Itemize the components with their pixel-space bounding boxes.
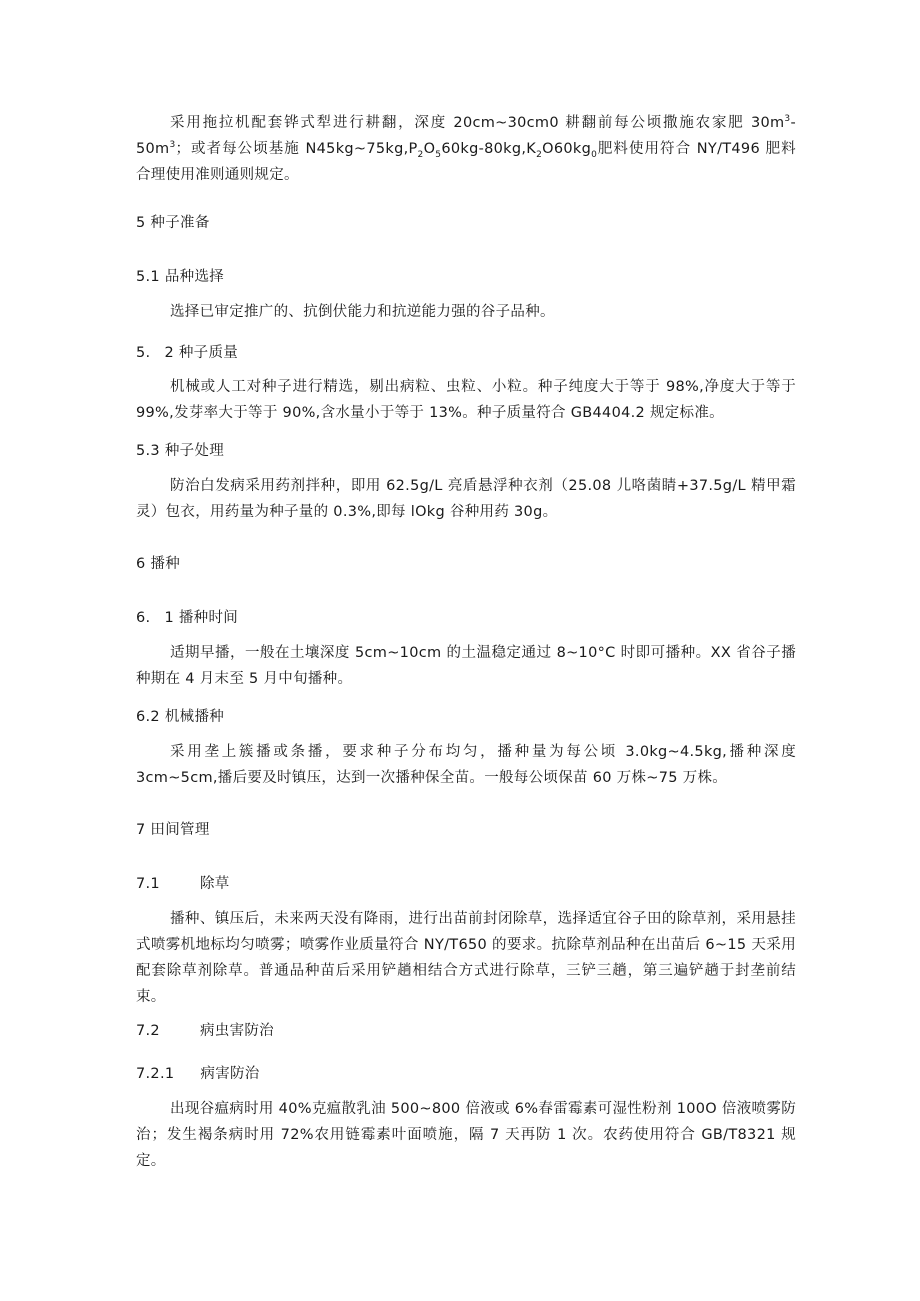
paragraph-5-2: 机械或人工对种子进行精选，剔出病粒、虫粒、小粒。种子纯度大于等于 98%,净度大于等于 99%,发芽率大于等于 90%,含水量小于等于 13%。种子质量符合 GB4404.2 规定标准。	[136, 379, 796, 421]
section-heading-6-2: 6.2 机械播种	[136, 709, 225, 725]
section-heading-7-2: 7.2 病虫害防治	[136, 1023, 274, 1039]
paragraph-5-3: 防治白发病采用药剂拌种，即用 62.5g/L 亮盾悬浮种衣剂（25.08 儿咯菌睛+37.5g/L 精甲霜灵）包衣，用药量为种子量的 0.3%,即每 lOkg 谷种用药 30g。	[136, 478, 796, 520]
paragraph-6-1: 适期早播，一般在土壤深度 5cm~10cm 的土温稳定通过 8~10°C 时即可播种。XX 省谷子播种期在 4 月末至 5 月中旬播种。	[136, 645, 796, 687]
section-heading-5-1: 5.1 品种选择	[136, 269, 225, 285]
section-heading-5-3: 5.3 种子处理	[136, 443, 225, 459]
paragraph-5-1: 选择已审定推广的、抗倒伏能力和抗逆能力强的谷子品种。	[170, 304, 555, 320]
paragraph-6-2: 采用垄上簇播或条播，要求种子分布均匀，播种量为每公顷 3.0kg~4.5kg,播种深度 3cm~5cm,播后要及时镇压，达到一次播种保全苗。一般每公顷保苗 60 万株~75 万株。	[136, 744, 796, 786]
paragraph-tillage: 采用拖拉机配套铧式犁进行耕翻，深度 20cm~30cm0 耕翻前每公顷撒施农家肥 $30m^3-50m^3$；或者每公顷基施 $N45kg\sim 75kg,P_2O_560kg-80kg,K_2O60kg_0$肥料使用符合 NY/T496 肥料合理使用准则通则规定。	[136, 114, 796, 183]
section-heading-7: 7 田间管理	[136, 822, 210, 838]
section-heading-6-1: 6. 1 播种时间	[136, 610, 239, 626]
section-heading-7-2-1: 7.2.1 病害防治	[136, 1066, 260, 1082]
section-heading-6: 6 播种	[136, 556, 181, 572]
paragraph-7-2-1: 出现谷瘟病时用 40%克瘟散乳油 500~800 倍液或 6%春雷霉素可湿性粉剂 100O 倍液喷雾防治；发生褐条病时用 72%农用链霉素叶面喷施，隔 7 天再防 1 次。农药使用符合 GB/T8321 规定。	[136, 1101, 796, 1169]
section-heading-5-2: 5. 2 种子质量	[136, 345, 239, 361]
paragraph-7-1: 播种、镇压后，未来两天没有降雨，进行出苗前封闭除草，选择适宜谷子田的除草剂，采用悬挂式喷雾机地标均匀喷雾；喷雾作业质量符合 NY/T650 的要求。抗除草剂品种在出苗后 6~15 天采用配套除草剂除草。普通品种苗后采用铲趟相结合方式进行除草，三铲三趟，第三遍铲趟于封垄前结束。	[136, 911, 796, 1005]
section-heading-7-1: 7.1 除草	[136, 876, 230, 892]
section-heading-5: 5 种子准备	[136, 215, 210, 231]
